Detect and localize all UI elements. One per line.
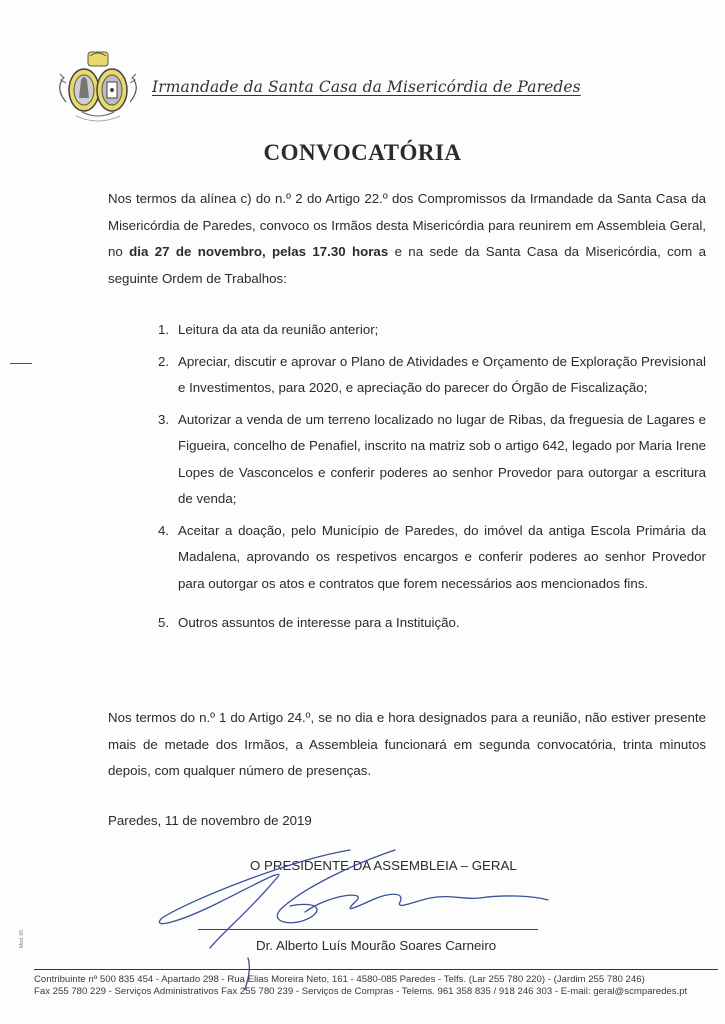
agenda-item-number: 2. — [158, 353, 170, 369]
form-code: Mod. 65 — [19, 929, 25, 948]
intro-text-start: Nos termos da alínea c) do n.º 2 do Artigo 22.º dos Compromissos da Irmandade da Santa Casa da Misericórdia de Paredes, convoco os Irmãos desta Misericórdia para reunirem em Assembleia Geral, no — [108, 191, 706, 259]
intro-text-end: e na sede da Santa Casa da Misericórdia, com a seguinte Ordem de Trabalhos: — [108, 244, 706, 286]
footer-line-1: Contribuinte nº 500 835 454 - Apartado 298 - Rua Elias Moreira Neto, 161 - 4580-085 Paredes - Telfs. (Lar 255 780 220) - (Jardim 255 780 246) — [34, 974, 645, 985]
agenda-item-number: 4. — [158, 522, 170, 538]
intro-paragraph — [108, 186, 706, 292]
agenda-item — [150, 518, 706, 598]
margin-fold-mark — [10, 363, 32, 364]
place-and-date: Paredes, 11 de novembro de 2019 — [108, 813, 312, 828]
agenda-item-text: Leitura da ata da reunião anterior; — [178, 322, 379, 337]
agenda-item-text: Apreciar, discutir e aprovar o Plano de Atividades e Orçamento de Exploração Previsional e Investimentos, para 2020, e apreciação do parecer do Órgão de Fiscalização; — [178, 353, 706, 395]
agenda-item — [150, 407, 706, 513]
agenda-item-number: 5. — [158, 615, 170, 630]
signatory-name: Dr. Alberto Luís Mourão Soares Carneiro — [256, 938, 497, 953]
document-title: CONVOCATÓRIA — [263, 140, 462, 165]
agenda-item-text: Autorizar a venda de um terreno localizado no lugar de Ribas, da freguesia de Lagares e Figueira, concelho de Penafiel, inscrito na matriz sob o artigo 642, legado por Maria Irene Lopes de Vasconcelos e conferir poderes ao senhor Provedor para outorgar a escritura de venda; — [178, 411, 706, 506]
agenda-item-number: 3. — [158, 411, 170, 427]
agenda-item-text: Aceitar a doação, pelo Município de Paredes, do imóvel da antiga Escola Primária da Madalena, aprovando os respetivos encargos e conferir poderes ao senhor Provedor para outorgar os atos e contratos que forem necessários aos mencionados fins. — [178, 522, 706, 591]
agenda-item-number: 1. — [158, 322, 170, 337]
signature-line — [198, 929, 538, 930]
agenda-item-text: Outros assuntos de interesse para a Instituição. — [178, 615, 460, 630]
footer-line-2: Fax 255 780 229 - Serviços Administrativos Fax 255 780 239 - Serviços de Compras - Telems. 961 358 835 / 918 246 303 - E-mail: geral@scmparedes.pt — [34, 986, 688, 997]
signatory-role: O PRESIDENTE DA ASSEMBLEIA – GERAL — [250, 858, 517, 873]
footer-rule — [34, 969, 718, 970]
agenda-item — [150, 317, 706, 344]
footer-contacts — [34, 974, 724, 998]
agenda-list — [150, 317, 706, 642]
agenda-item — [150, 610, 706, 637]
misericordia-crest-icon — [52, 50, 144, 128]
agenda-item — [150, 349, 706, 402]
meeting-date-time: dia 27 de novembro, pelas 17.30 horas — [129, 244, 389, 259]
closing-paragraph: Nos termos do n.º 1 do Artigo 24.º, se no dia e hora designados para a reunião, não estiver presente mais de metade dos Irmãos, a Assembleia funcionará em segunda convocatória, trinta minutos depois, com qualquer número de presenças. — [108, 710, 706, 778]
organization-name: Irmandade da Santa Casa da Misericórdia de Paredes — [152, 78, 581, 96]
